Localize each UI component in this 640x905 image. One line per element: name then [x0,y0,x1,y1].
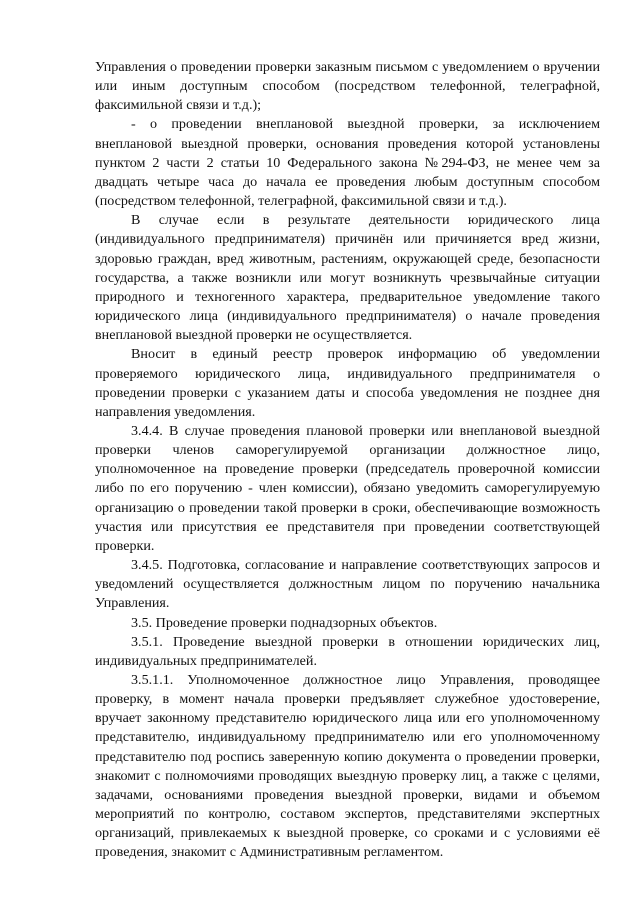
paragraph-3-4-4: 3.4.4. В случае проведения плановой проверки или внеплановой выездной проверки членов саморегулируемой организации должностное лицо, уполномоченное на проведение проверки (председатель проверочной комиссии либо по его поручению - член комиссии), обязано уведомить саморегулируемую организацию о проведении такой проверки в сроки, обеспечивающие возможность участия или присутствия ее представителя при проведении соответствующей проверки. [95,422,600,554]
paragraph-3-5: 3.5. Проведение проверки поднадзорных объектов. [131,614,438,631]
paragraph-3-5-1-1: 3.5.1.1. Уполномоченное должностное лицо Управления, проводящее проверку, в момент начала проверки предъявляет служебное удостоверение, вручает законному представителю юридического лица или его уполномоченному представителю, индивидуальному предпринимателю или его уполномоченному представителю под роспись заверенную копию документа о проведении проверки, знакомит с полномочиями проводящих выездную проверку лиц, а также с целями, задачами, основаниями проведения выездной проверки, видами и объемом мероприятий по контролю, составом экспертов, представителями экспертных организаций, привлекаемых к выездной проверке, со сроками и с условиями её проведения, знакомит с Административным регламентом. [95,672,600,861]
paragraph-harm-exception: В случае если в результате деятельности юридического лица (индивидуального предпринимателя) причинён или причиняется вред жизни, здоровью граждан, вред животным, растениям, окружающей среде, безопасности государства, а также возникли или могут возникнуть чрезвычайные ситуации природного и техногенного характера, предварительное уведомление такого юридического лица (индивидуального предпринимателя) о начале проведения внеплановой выездной проверки не осуществляется. [95,212,600,344]
paragraph-register-entry: Вносит в единый реестр проверок информацию об уведомлении проверяемого юридического лица, индивидуального предпринимателя о проведении проверки с указанием даты и способа уведомления не позднее дня направления уведомления. [95,346,600,420]
paragraph-notification-method: Управления о проведении проверки заказным письмом с уведомлением о вручении или иным доступным способом (посредством телефонной, телеграфной, факсимильной связи и т.д.); [95,59,600,114]
document-page [95,58,600,863]
paragraph-unscheduled-inspection: - о проведении внеплановой выездной проверки, за исключением внеплановой выездной проверки, основания проведения которой установлены пунктом 2 части 2 статьи 10 Федерального закона №294-ФЗ, не менее чем за двадцать четыре часа до начала ее проведения любым доступным способом (посредством телефонной, телеграфной, факсимильной связи и т.д.). [95,116,600,210]
paragraph-3-4-5: 3.4.5. Подготовка, согласование и направление соответствующих запросов и уведомлений осуществляется должностным лицом по поручению начальника Управления. [95,557,600,612]
paragraph-3-5-1: 3.5.1. Проведение выездной проверки в отношении юридических лиц, индивидуальных предпринимателей. [95,633,600,669]
